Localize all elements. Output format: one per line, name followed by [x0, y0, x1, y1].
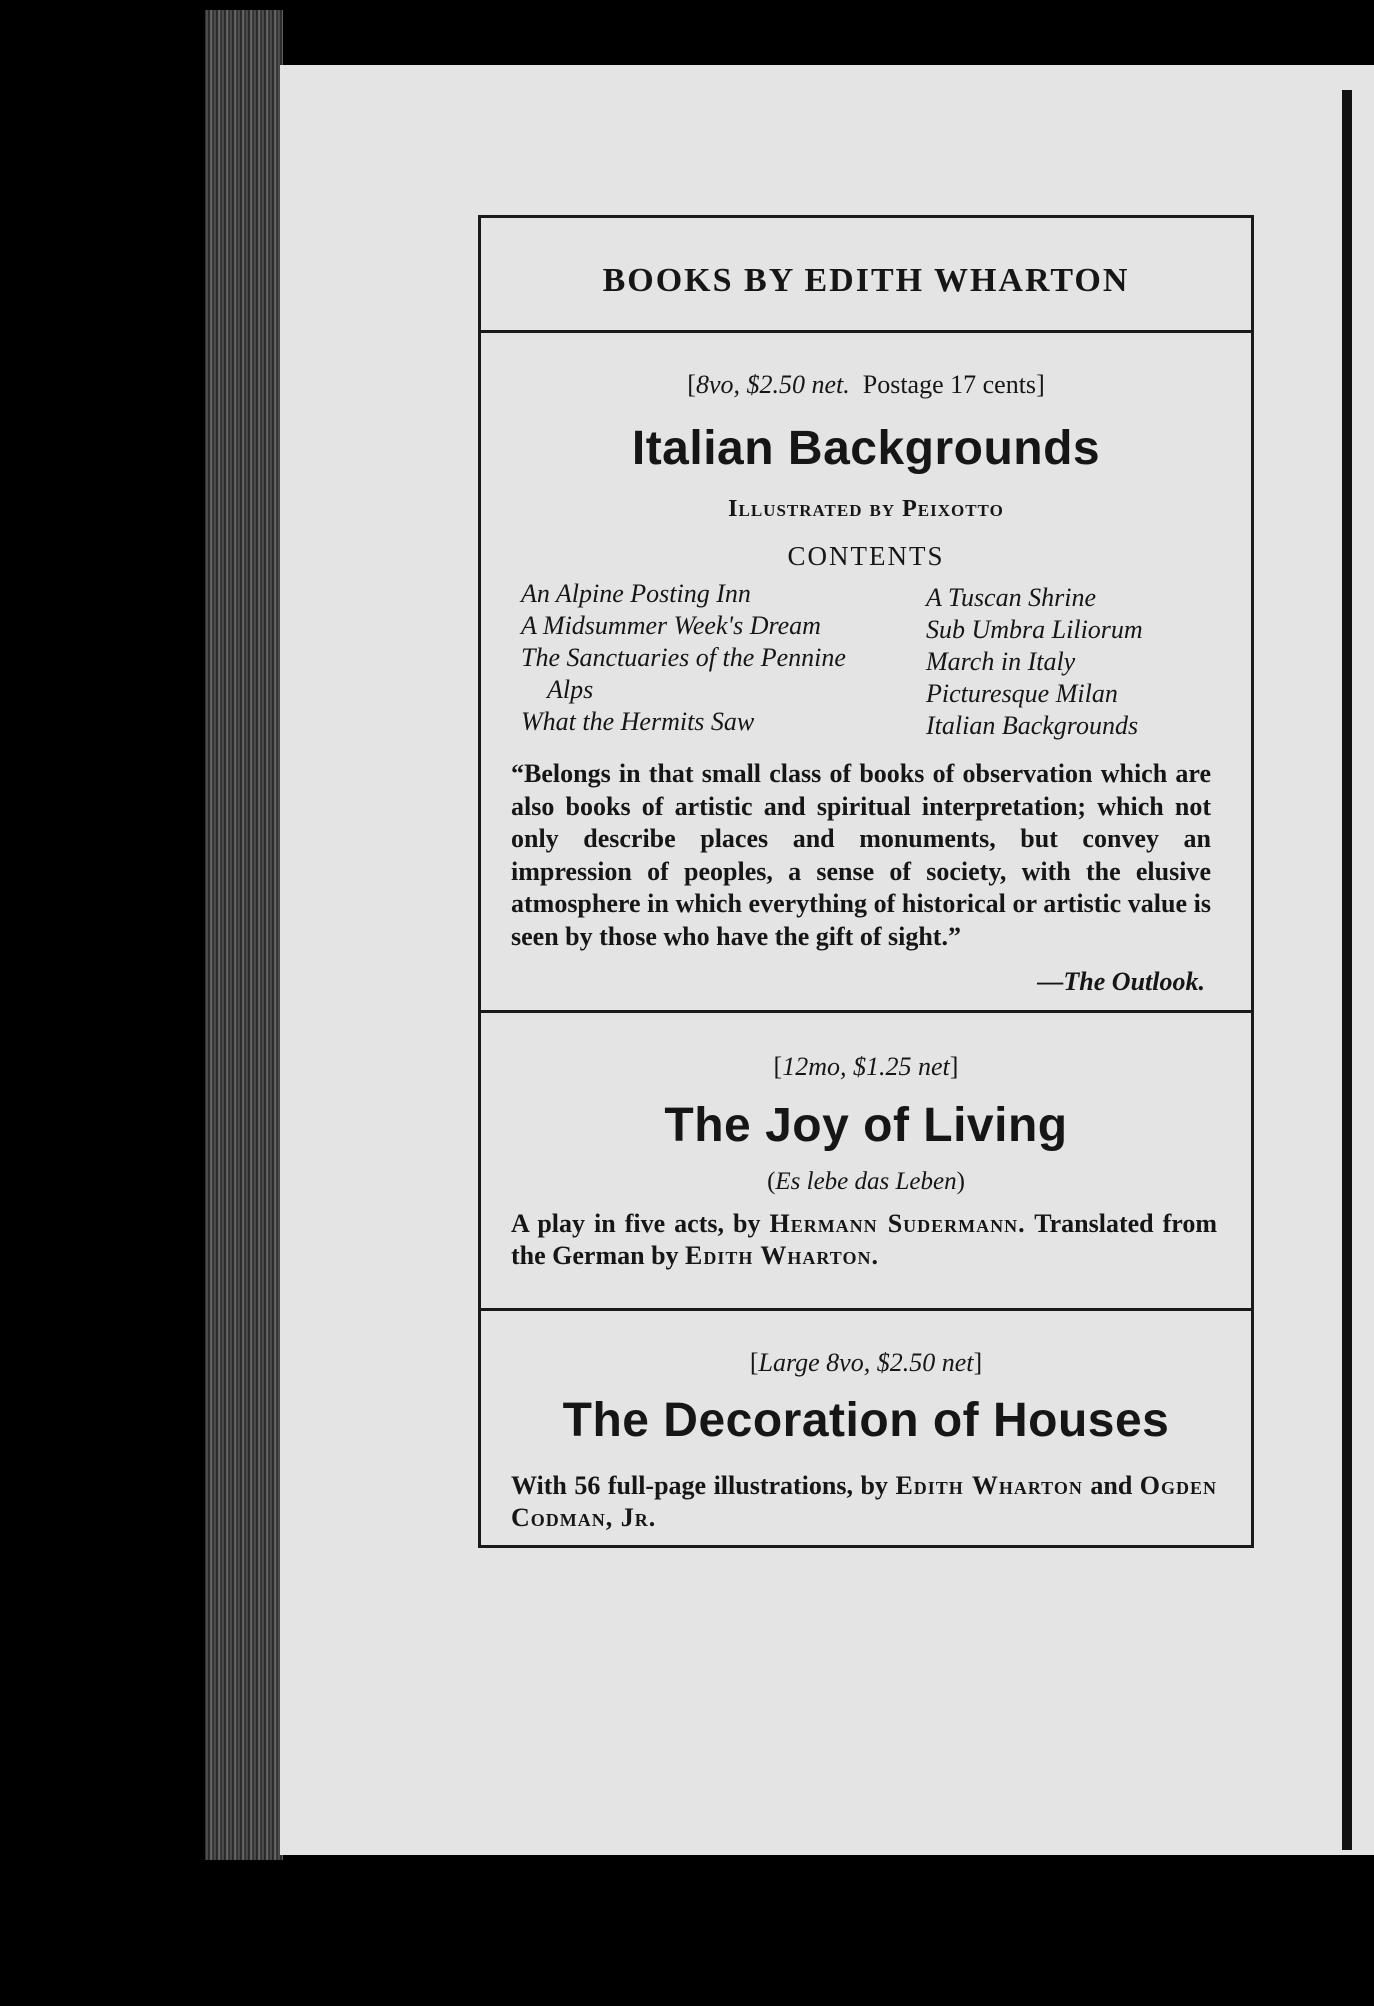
advertisement-frame	[478, 215, 1254, 1548]
book-1-price-spec: [8vo, $2.50 net. Postage 17 cents]	[687, 370, 1045, 399]
book-3-author-2: Ogden Codman, Jr.	[511, 1471, 1218, 1532]
book-2-description	[511, 1208, 1217, 1272]
book-3-format: Large 8vo, $2.50 net	[758, 1348, 974, 1377]
section-divider	[481, 1010, 1251, 1013]
book-2-author: Hermann Sudermann.	[769, 1209, 1026, 1238]
header-divider	[481, 330, 1251, 333]
contents-item: Italian Backgrounds	[926, 711, 1139, 740]
section-divider	[481, 1308, 1251, 1311]
contents-item: Alps	[547, 675, 594, 704]
contents-item: A Tuscan Shrine	[926, 583, 1096, 612]
book-1-contents-heading: CONTENTS	[787, 541, 945, 571]
page-title: BOOKS BY EDITH WHARTON	[602, 262, 1130, 299]
book-1-format: 8vo, $2.50 net.	[695, 370, 850, 399]
book-2-translator: Edith Wharton.	[685, 1241, 879, 1270]
contents-item: An Alpine Posting Inn	[521, 579, 751, 608]
contents-item: Sub Umbra Liliorum	[926, 615, 1143, 644]
book-3-price-spec: [Large 8vo, $2.50 net]	[749, 1348, 983, 1377]
book-1-postage: Postage 17 cents	[862, 370, 1037, 399]
book-1-contents-right	[926, 582, 1143, 742]
book-1-contents-left	[521, 578, 846, 738]
page-right-edge	[1342, 90, 1352, 1850]
contents-item: Picturesque Milan	[926, 679, 1118, 708]
book-1-title: Italian Backgrounds	[631, 422, 1101, 475]
book-2-price-spec: [12mo, $1.25 net]	[773, 1052, 959, 1081]
book-3-desc-and: and	[1090, 1471, 1133, 1500]
book-1-review-source: —The Outlook.	[1037, 967, 1205, 996]
book-2-title: The Joy of Living	[664, 1099, 1068, 1152]
book-2-original-title: (Es lebe das Leben)	[767, 1168, 965, 1195]
book-2-original-title-text: Es lebe das Leben	[775, 1168, 957, 1195]
contents-item: What the Hermits Saw	[521, 707, 755, 736]
book-3-description	[511, 1470, 1217, 1534]
page-edges	[205, 10, 283, 1860]
book-1-illustrator: Illustrated by Peixotto	[728, 496, 1004, 522]
book-2-desc-text: A play in five acts, by	[511, 1209, 761, 1238]
book-3-title: The Decoration of Houses	[562, 1394, 1170, 1447]
contents-item: A Midsummer Week's Dream	[521, 611, 821, 640]
book-3-author-1: Edith Wharton	[895, 1471, 1083, 1500]
contents-item: The Sanctuaries of the Pennine	[521, 643, 846, 672]
contents-item: March in Italy	[926, 647, 1076, 676]
book-2-format: 12mo, $1.25 net	[782, 1052, 950, 1081]
book-1-review-quote: “Belongs in that small class of books of observation which are also books of artistic and spiritual interpretation; which not only describe places and monuments, but convey an impression of peoples, a sense of society, with the elusive atmosphere in which everything of historical or artistic value is seen by those who have the gift of sight.”	[511, 759, 1211, 951]
book-2-desc-text-2: Translated from the German by	[511, 1209, 1217, 1270]
book-3-desc-text: With 56 full-page illustrations, by	[511, 1471, 888, 1500]
